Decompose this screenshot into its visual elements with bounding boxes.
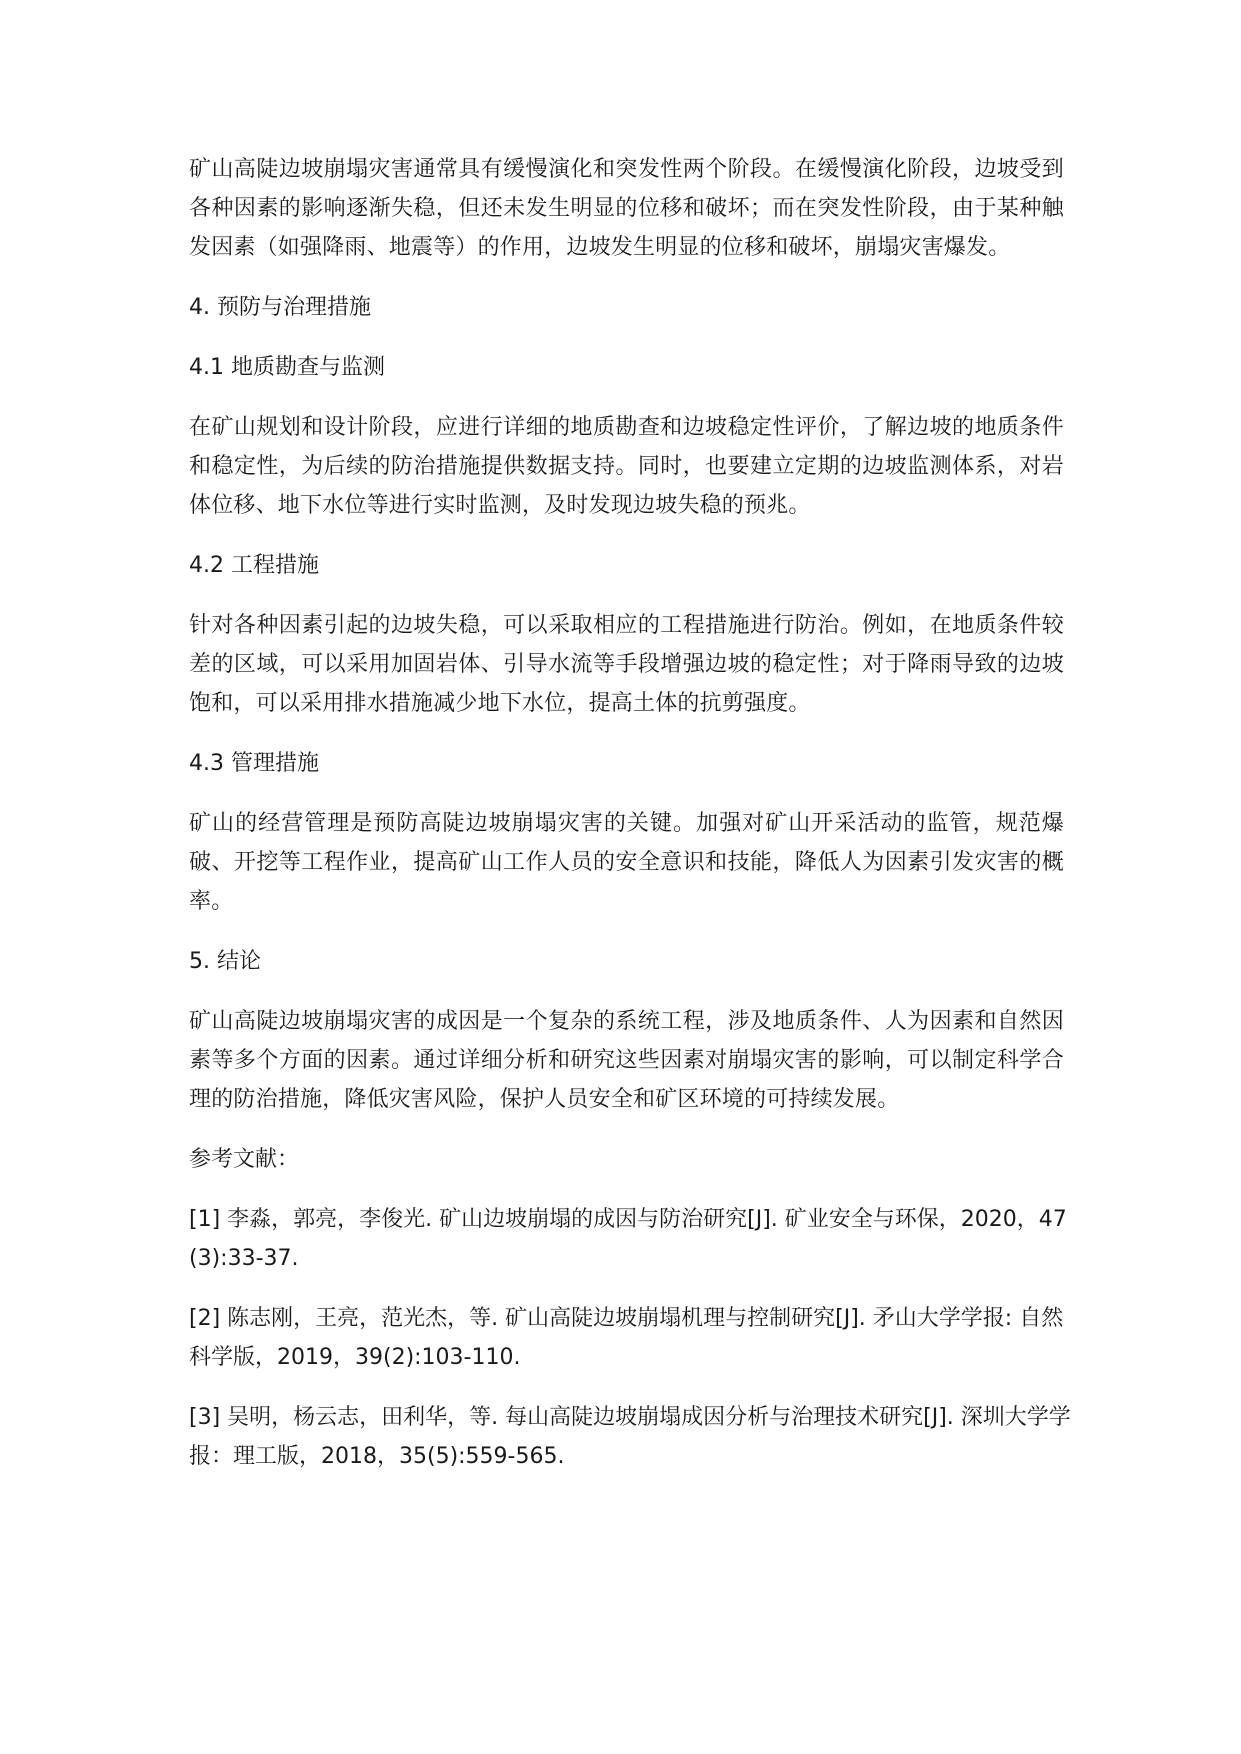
document-page [189, 150, 1071, 1497]
references-heading: 参考文献： [189, 1147, 300, 1172]
paragraph-conclusion: 矿山高陡边坡崩塌灾害的成因是一个复杂的系统工程，涉及地质条件、人为因素和自然因素等多个方面的因素。通过详细分析和研究这些因素对崩塌灾害的影响，可以制定科学合理的防治措施，降低灾害风险，保护人员安全和矿区环境的可持续发展。 [189, 1009, 1064, 1112]
section-heading-prevention: 4. 预防与治理措施 [189, 295, 371, 320]
subsection-heading-engineering: 4.2 工程措施 [189, 553, 319, 578]
paragraph-management: 矿山的经营管理是预防高陡边坡崩塌灾害的关键。加强对矿山开采活动的监管，规范爆破、开挖等工程作业，提高矿山工作人员的安全意识和技能，降低人为因素引发灾害的概率。 [189, 811, 1064, 914]
subsection-heading-management: 4.3 管理措施 [189, 751, 319, 776]
reference-item-3: [3] 吴明，杨云志，田利华，等. 每山高陡边坡崩塌成因分析与治理技术研究[J]. 深圳大学学报：理工版，2018，35(5):559-565. [189, 1405, 1071, 1469]
paragraph-survey: 在矿山规划和设计阶段，应进行详细的地质勘查和边坡稳定性评价，了解边坡的地质条件和稳定性，为后续的防治措施提供数据支持。同时，也要建立定期的边坡监测体系，对岩体位移、地下水位等进行实时监测，及时发现边坡失稳的预兆。 [189, 415, 1064, 518]
paragraph-collapse-stages: 矿山高陡边坡崩塌灾害通常具有缓慢演化和突发性两个阶段。在缓慢演化阶段，边坡受到各种因素的影响逐渐失稳，但还未发生明显的位移和破坏；而在突发性阶段，由于某种触发因素（如强降雨、地震等）的作用，边坡发生明显的位移和破坏，崩塌灾害爆发。 [189, 157, 1064, 260]
subsection-heading-survey: 4.1 地质勘查与监测 [189, 355, 385, 380]
reference-item-1: [1] 李淼，郭亮，李俊光. 矿山边坡崩塌的成因与防治研究[J]. 矿业安全与环保，2020，47(3):33-37. [189, 1207, 1067, 1271]
reference-item-2: [2] 陈志刚，王亮，范光杰，等. 矿山高陡边坡崩塌机理与控制研究[J]. 矛山大学学报: 自然科学版，2019，39(2):103-110. [189, 1306, 1064, 1370]
paragraph-engineering: 针对各种因素引起的边坡失稳，可以采取相应的工程措施进行防治。例如，在地质条件较差的区域，可以采用加固岩体、引导水流等手段增强边坡的稳定性；对于降雨导致的边坡饱和，可以采用排水措施减少地下水位，提高土体的抗剪强度。 [189, 613, 1064, 716]
section-heading-conclusion: 5. 结论 [189, 949, 261, 974]
